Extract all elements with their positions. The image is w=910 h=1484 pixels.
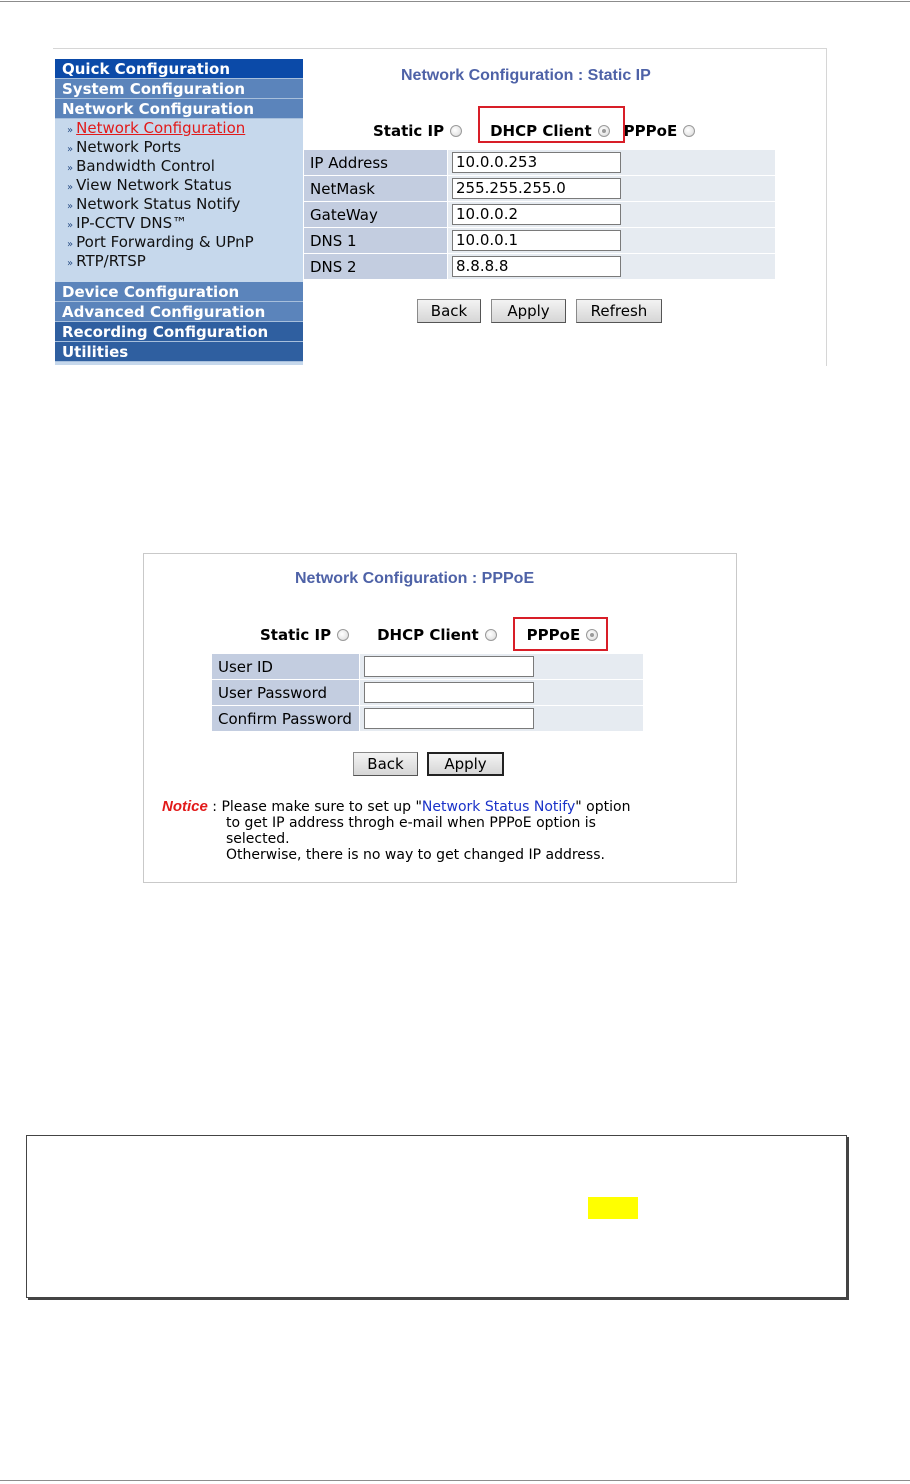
double-chevron-icon: » bbox=[67, 201, 74, 212]
double-chevron-icon: » bbox=[67, 239, 74, 250]
yellow-highlight-marker bbox=[588, 1197, 638, 1219]
pppoe-notice bbox=[162, 799, 630, 863]
user-id-label: User ID bbox=[212, 654, 360, 680]
menu-device-configuration[interactable]: Device Configuration bbox=[55, 282, 303, 302]
menu-quick-configuration[interactable]: Quick Configuration bbox=[55, 59, 303, 79]
pppoe-radio[interactable] bbox=[683, 125, 695, 137]
notice-text: " option bbox=[575, 799, 631, 815]
apply-button[interactable]: Apply bbox=[491, 299, 566, 323]
confirm-password-label: Confirm Password bbox=[212, 706, 360, 732]
ip-address-cell bbox=[448, 150, 776, 176]
table-row bbox=[212, 680, 644, 706]
confirm-password-cell bbox=[360, 706, 644, 732]
table-row bbox=[304, 254, 776, 280]
sidebar-item-network-ports[interactable]: » Network Ports bbox=[67, 138, 182, 156]
pppoe-page-title: Network Configuration : PPPoE bbox=[295, 570, 535, 587]
back-button[interactable]: Back bbox=[353, 752, 418, 776]
notice-label: Notice bbox=[162, 798, 208, 815]
notice-line-1 bbox=[162, 799, 630, 815]
table-row bbox=[304, 228, 776, 254]
netmask-cell bbox=[448, 176, 776, 202]
double-chevron-icon: » bbox=[67, 182, 74, 193]
sidebar-spacer bbox=[55, 271, 303, 282]
static-ip-radio[interactable] bbox=[450, 125, 462, 137]
double-chevron-icon: » bbox=[67, 163, 74, 174]
dhcp-client-radio[interactable] bbox=[485, 629, 497, 641]
notice-text: Please make sure to set up " bbox=[221, 799, 422, 815]
sidebar-item-network-status-notify[interactable]: » Network Status Notify bbox=[67, 195, 241, 213]
pppoe-highlight-box bbox=[513, 617, 608, 651]
user-password-field[interactable] bbox=[364, 682, 534, 703]
gateway-label: GateWay bbox=[304, 202, 448, 228]
sidebar-item-bandwidth-control[interactable]: » Bandwidth Control bbox=[67, 157, 215, 175]
note-box bbox=[26, 1135, 847, 1298]
netmask-label: NetMask bbox=[304, 176, 448, 202]
mode-label-dhcp-client: DHCP Client bbox=[490, 122, 592, 140]
menu-utilities[interactable]: Utilities bbox=[55, 342, 303, 362]
user-password-label: User Password bbox=[212, 680, 360, 706]
sidebar-item-view-network-status[interactable]: » View Network Status bbox=[67, 176, 232, 194]
back-button[interactable]: Back bbox=[417, 299, 481, 323]
user-id-cell bbox=[360, 654, 644, 680]
sidebar-item-network-configuration[interactable]: » Network Configuration bbox=[67, 119, 246, 137]
double-chevron-icon: » bbox=[67, 220, 74, 231]
menu-system-configuration[interactable]: System Configuration bbox=[55, 79, 303, 99]
mode-label-pppoe: PPPoE bbox=[526, 626, 581, 644]
ip-address-label: IP Address bbox=[304, 150, 448, 176]
ip-address-field[interactable]: 10.0.0.253 bbox=[452, 152, 621, 173]
dns2-field[interactable]: 8.8.8.8 bbox=[452, 256, 621, 277]
dns2-label: DNS 2 bbox=[304, 254, 448, 280]
menu-recording-configuration[interactable]: Recording Configuration bbox=[55, 322, 303, 342]
static-ip-radio[interactable] bbox=[337, 629, 349, 641]
sidebar-item-port-forwarding[interactable]: » Port Forwarding & UPnP bbox=[67, 233, 254, 251]
user-id-field[interactable] bbox=[364, 656, 534, 677]
pppoe-credentials-table bbox=[211, 653, 644, 732]
double-chevron-icon: » bbox=[67, 125, 74, 136]
notice-line-3: selected. bbox=[226, 831, 290, 847]
sidebar-item-ip-cctv-dns[interactable]: » IP-CCTV DNS™ bbox=[67, 214, 188, 232]
double-chevron-icon: » bbox=[67, 258, 74, 269]
mode-label-static-ip: Static IP bbox=[260, 626, 332, 644]
sidebar-item-rtp-rtsp[interactable]: » RTP/RTSP bbox=[67, 252, 146, 270]
sidebar-menu bbox=[55, 59, 303, 365]
notice-line-2: to get IP address throgh e-mail when PPPoE option is bbox=[226, 815, 596, 831]
notice-separator: : bbox=[212, 799, 218, 815]
table-row bbox=[212, 706, 644, 732]
dns1-label: DNS 1 bbox=[304, 228, 448, 254]
dhcp-client-highlight-box bbox=[478, 106, 625, 143]
double-chevron-icon: » bbox=[67, 144, 74, 155]
static-ip-settings-table bbox=[303, 149, 776, 280]
static-ip-page-title: Network Configuration : Static IP bbox=[401, 67, 651, 84]
netmask-field[interactable]: 255.255.255.0 bbox=[452, 178, 621, 199]
refresh-button[interactable]: Refresh bbox=[576, 299, 662, 323]
dns1-cell bbox=[448, 228, 776, 254]
mode-label-dhcp-client: DHCP Client bbox=[377, 626, 479, 644]
table-row bbox=[304, 150, 776, 176]
notice-line-4: Otherwise, there is no way to get changed IP address. bbox=[226, 847, 605, 863]
menu-advanced-configuration[interactable]: Advanced Configuration bbox=[55, 302, 303, 322]
gateway-cell bbox=[448, 202, 776, 228]
confirm-password-field[interactable] bbox=[364, 708, 534, 729]
network-status-notify-link[interactable]: Network Status Notify bbox=[421, 799, 576, 815]
table-row bbox=[304, 176, 776, 202]
menu-network-configuration[interactable]: Network Configuration bbox=[55, 99, 303, 119]
apply-button[interactable]: Apply bbox=[427, 752, 504, 776]
table-row bbox=[304, 202, 776, 228]
mode-label-pppoe: PPPoE bbox=[623, 122, 678, 140]
gateway-field[interactable]: 10.0.0.2 bbox=[452, 204, 621, 225]
dns2-cell bbox=[448, 254, 776, 280]
mode-label-static-ip: Static IP bbox=[373, 122, 445, 140]
table-row bbox=[212, 654, 644, 680]
header-rule bbox=[0, 1, 910, 2]
dns1-field[interactable]: 10.0.0.1 bbox=[452, 230, 621, 251]
user-password-cell bbox=[360, 680, 644, 706]
footer-rule bbox=[0, 1480, 910, 1481]
